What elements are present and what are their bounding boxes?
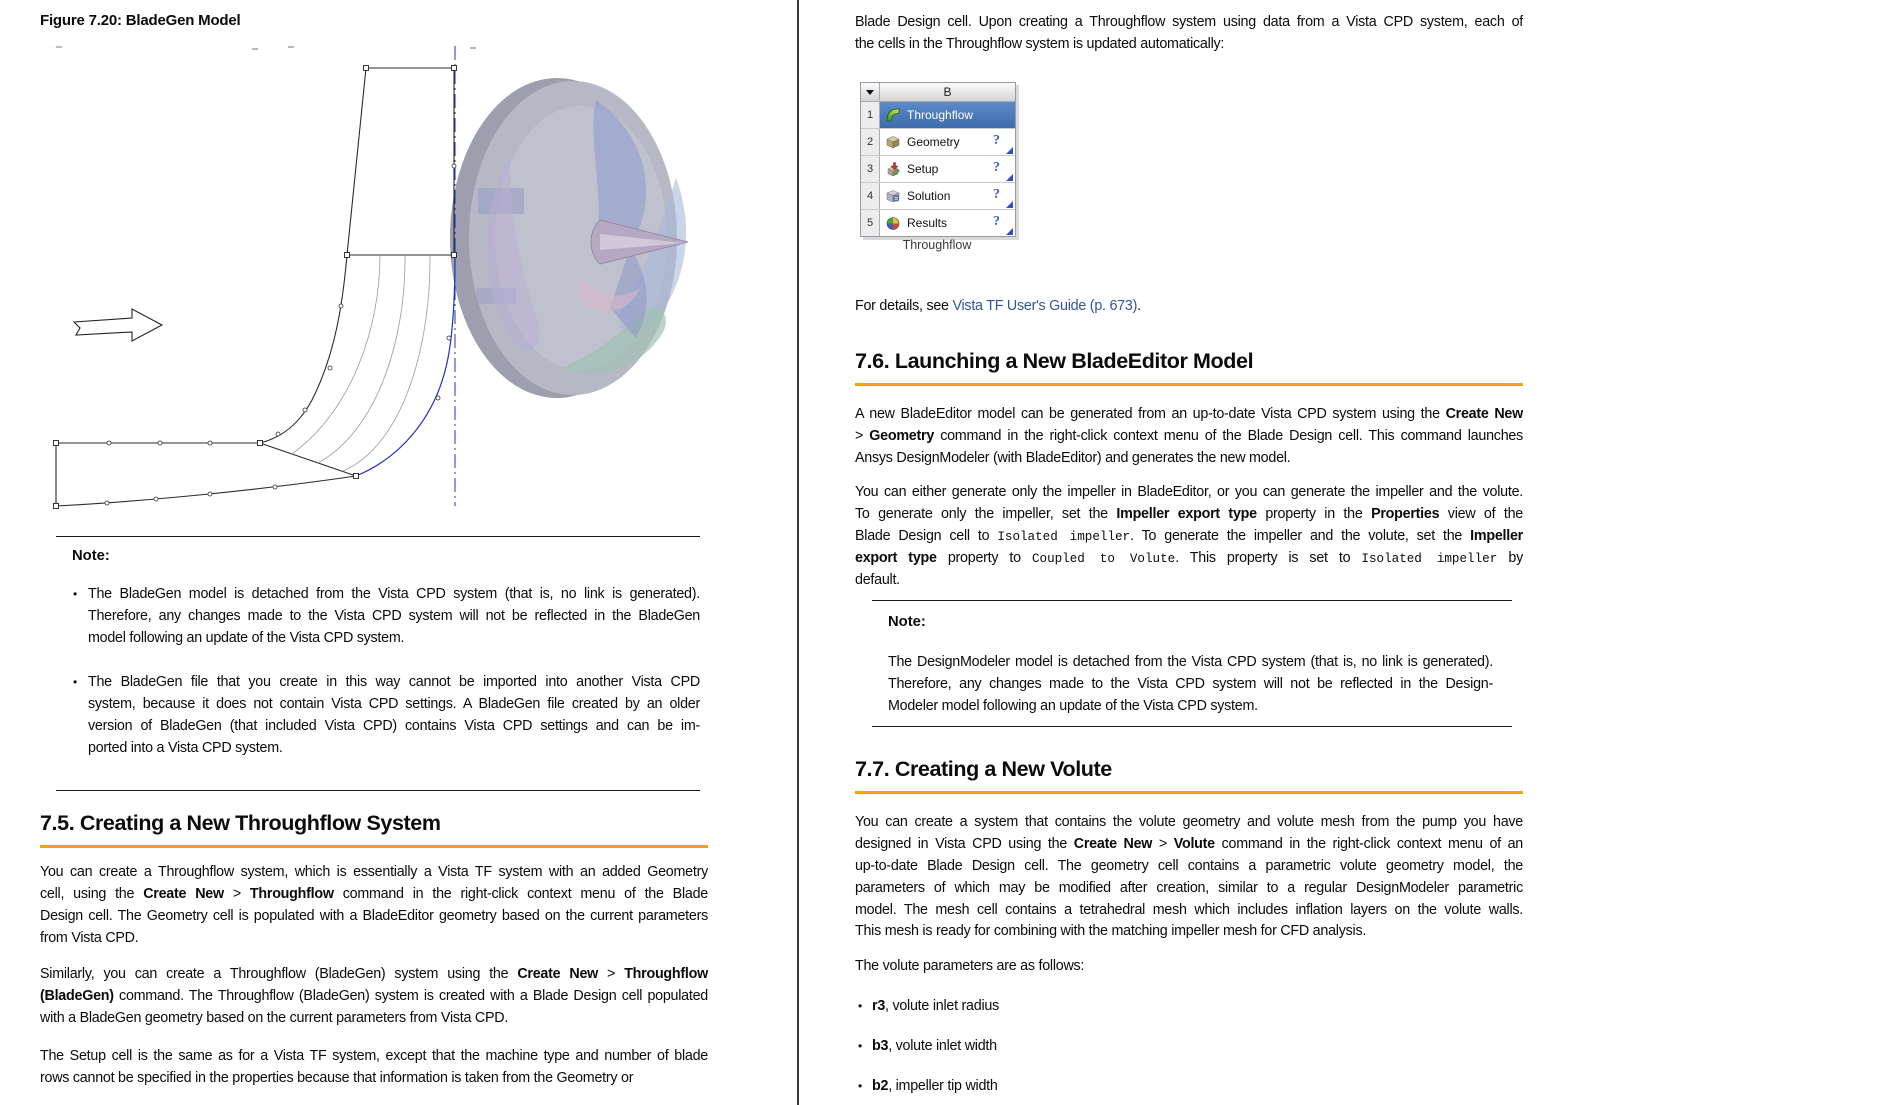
text-line: Therefore, any changes made to the Vista CPD system will not be reflected in the Design- bbox=[888, 675, 1493, 692]
setup-icon bbox=[885, 161, 901, 177]
throughflow-icon bbox=[885, 107, 901, 123]
page-divider bbox=[797, 0, 799, 1105]
solution-icon bbox=[885, 188, 901, 204]
row-number: 4 bbox=[861, 183, 880, 209]
cell-label: Throughflow bbox=[907, 108, 974, 122]
status-question-icon: ? bbox=[993, 160, 1000, 175]
meridional-sketch bbox=[56, 68, 454, 506]
vista-tf-users-guide-link[interactable]: Vista TF User's Guide (p. 673) bbox=[952, 298, 1138, 314]
paragraph-7-6-1 bbox=[855, 404, 1523, 470]
corner-triangle-icon bbox=[1006, 147, 1013, 154]
wb-row-throughflow[interactable] bbox=[861, 102, 1015, 129]
text-line: Blade Design cell. Upon creating a Throughflow system using data from a Vista CPD system, each of bbox=[855, 14, 1523, 30]
bullet-dot: • bbox=[858, 1039, 863, 1053]
corner-triangle-icon bbox=[1006, 228, 1013, 235]
wb-table-header bbox=[861, 83, 1015, 102]
row-number: 2 bbox=[861, 129, 880, 155]
text-line: The Setup cell is the same as for a Vista TF system, except that the machine type and number of blade bbox=[40, 1048, 708, 1064]
bullet-dot: • bbox=[858, 1079, 863, 1093]
geometry-icon bbox=[885, 134, 901, 150]
text-line: You can create a system that contains the volute geometry and volute mesh from the pump you have bbox=[855, 814, 1523, 830]
text-line: ported into a Vista CPD system. bbox=[88, 739, 283, 756]
corner-triangle-icon bbox=[1006, 201, 1013, 208]
note-rule-bottom bbox=[872, 726, 1512, 727]
wb-row-solution[interactable] bbox=[861, 183, 1015, 210]
cell-label: Geometry bbox=[907, 135, 960, 149]
text-line: designed in Vista CPD using the Create New > Volute command in the right-click context menu of an bbox=[855, 835, 1523, 852]
note-rule-top bbox=[56, 536, 700, 537]
text-line: with a BladeGen geometry based on the current parameters from Vista CPD. bbox=[40, 1009, 509, 1026]
text-line: export type property to Coupled to Volute. This property is set to Isolated impeller by bbox=[855, 549, 1523, 566]
text-line: For details, see Vista TF User's Guide (p. 673). bbox=[855, 298, 1141, 314]
tick-marks bbox=[56, 47, 476, 49]
text-line: This mesh is ready for combining with the matching impeller mesh for CFD analysis. bbox=[855, 923, 1367, 940]
text-line: To generate only the impeller, set the Impeller export type property in the Properties view of the bbox=[855, 505, 1523, 522]
wb-system-table bbox=[860, 82, 1016, 237]
section-heading-7-7: 7.7. Creating a New Volute bbox=[855, 754, 1523, 794]
list-item bbox=[872, 1076, 1512, 1098]
cell-label: Results bbox=[907, 216, 948, 230]
row-number: 1 bbox=[861, 102, 880, 128]
status-question-icon: ? bbox=[993, 214, 1000, 229]
text-line: The volute parameters are as follows: bbox=[855, 958, 1085, 974]
text-line: Blade Design cell to Isolated impeller. To generate the impeller and the volute, set the Impeller bbox=[855, 527, 1523, 544]
text-line: Design cell. The Geometry cell is populated with a BladeEditor geometry based on the current parameters bbox=[40, 907, 708, 924]
status-question-icon: ? bbox=[993, 187, 1000, 202]
text-line: default. bbox=[855, 571, 900, 588]
text-line: the cells in the Throughflow system is updated automatically: bbox=[855, 35, 1225, 52]
details-line bbox=[855, 296, 1523, 318]
list-item bbox=[872, 996, 1512, 1018]
bullet-dot: • bbox=[73, 587, 78, 601]
paragraph-7-7-1 bbox=[855, 812, 1523, 943]
text-line: b2, impeller tip width bbox=[872, 1078, 998, 1094]
paragraph-7-5-3 bbox=[40, 1046, 708, 1090]
note-body bbox=[888, 652, 1493, 718]
section-heading-7-5: 7.5. Creating a New Throughflow System bbox=[40, 808, 708, 848]
text-line: Therefore, any changes made to the Vista CPD system will not be reflected in the BladeGen bbox=[88, 607, 700, 624]
text-line: Modeler model following an update of the Vista CPD system. bbox=[888, 697, 1258, 714]
text-line: model following an update of the Vista CPD system. bbox=[88, 629, 405, 646]
text-line: cell, using the Create New > Throughflow command in the right-click context menu of the Blade bbox=[40, 885, 708, 902]
note-label: Note: bbox=[72, 548, 110, 564]
text-line: You can either generate only the impeller in BladeEditor, or you can generate the impeller and the volute. bbox=[855, 484, 1523, 500]
left-page-column bbox=[40, 0, 708, 1105]
text-line: version of BladeGen (that included Vista CPD) contains Vista CPD settings and can be im- bbox=[88, 717, 700, 734]
control-point-circles bbox=[105, 164, 456, 505]
text-line: model. The mesh cell contains a tetrahedral mesh which includes inflation layers on the volute walls. bbox=[855, 901, 1523, 918]
impeller-3d-render bbox=[450, 78, 688, 398]
wb-row-geometry[interactable] bbox=[861, 129, 1015, 156]
text-line: The BladeGen model is detached from the Vista CPD system (that is, no link is generated). bbox=[88, 586, 700, 602]
note-rule-top bbox=[872, 600, 1512, 601]
text-line: > Geometry command in the right-click context menu of the Blade Design cell. This command launches bbox=[855, 427, 1523, 444]
wb-row-results[interactable] bbox=[861, 210, 1015, 236]
text-line: from Vista CPD. bbox=[40, 929, 139, 946]
wb-col-header[interactable]: B bbox=[943, 85, 952, 99]
flow-direction-arrow bbox=[74, 309, 162, 341]
text-line: The DesignModeler model is detached from the Vista CPD system (that is, no link is generated). bbox=[888, 654, 1493, 670]
paragraph-7-5-1 bbox=[40, 862, 708, 950]
text-line: b3, volute inlet width bbox=[872, 1038, 997, 1054]
corner-triangle-icon bbox=[1006, 174, 1013, 181]
control-point-squares bbox=[54, 66, 457, 509]
figure-bladegen-model bbox=[40, 38, 700, 518]
note-bullet-1 bbox=[88, 584, 700, 650]
bullet-dot: • bbox=[858, 999, 863, 1013]
text-line: up-to-date Blade Design cell. The geometry cell contains a parametric volute geometry model, the bbox=[855, 857, 1523, 874]
blade-edge-curve bbox=[356, 255, 455, 476]
intro-paragraph bbox=[855, 12, 1523, 56]
figure-title: Figure 7.20: BladeGen Model bbox=[40, 12, 241, 29]
text-line: Ansys DesignModeler (with BladeEditor) and generates the new model. bbox=[855, 449, 1291, 466]
row-number: 3 bbox=[861, 156, 880, 182]
note-bullet-2 bbox=[88, 672, 700, 760]
note-rule-bottom bbox=[56, 790, 700, 791]
text-line: rows cannot be specified in the properties because that information is taken from the Geometry or bbox=[40, 1069, 634, 1086]
list-item bbox=[872, 1036, 1512, 1058]
right-page-column bbox=[855, 0, 1523, 1105]
wb-row-setup[interactable] bbox=[861, 156, 1015, 183]
dropdown-arrow-icon[interactable] bbox=[861, 83, 880, 101]
text-line: parameters of which may be modified after creation, similar to a regular DesignModeler parametric bbox=[855, 879, 1523, 896]
text-line: Similarly, you can create a Throughflow (BladeGen) system using the Create New > Throughflow bbox=[40, 966, 708, 982]
text-line: A new BladeEditor model can be generated from an up-to-date Vista CPD system using the Create New bbox=[855, 406, 1523, 422]
section-heading-7-6: 7.6. Launching a New BladeEditor Model bbox=[855, 346, 1523, 386]
cell-label: Solution bbox=[907, 189, 951, 203]
paragraph-7-5-2 bbox=[40, 964, 708, 1030]
paragraph-7-6-2 bbox=[855, 482, 1523, 591]
cell-label: Setup bbox=[907, 162, 939, 176]
text-line: (BladeGen) command. The Throughflow (BladeGen) system is created with a Blade Design cell populated bbox=[40, 987, 708, 1004]
row-number: 5 bbox=[861, 210, 880, 236]
text-line: The BladeGen file that you create in this way cannot be imported into another Vista CPD bbox=[88, 674, 700, 690]
status-question-icon: ? bbox=[993, 133, 1000, 148]
text-line: r3, volute inlet radius bbox=[872, 998, 999, 1014]
table-caption: Throughflow bbox=[902, 238, 972, 252]
bullet-dot: • bbox=[73, 675, 78, 689]
text-line: system, because it does not contain Vista CPD settings. A BladeGen file created by an older bbox=[88, 695, 700, 712]
volute-params-intro bbox=[855, 956, 1523, 978]
note-label: Note: bbox=[888, 614, 926, 630]
text-line: You can create a Throughflow system, which is essentially a Vista TF system with an added Geometry bbox=[40, 864, 708, 880]
results-icon bbox=[885, 215, 901, 231]
